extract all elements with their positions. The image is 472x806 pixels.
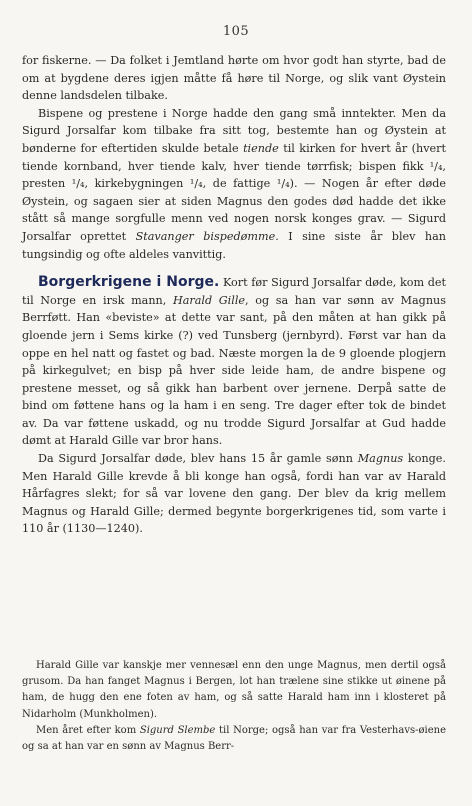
emphasis-magnus: Magnus [357,452,404,466]
paragraph-borgerkrigene [22,274,446,450]
main-text [22,52,446,538]
paragraph-text: Harald Gille var kanskje mer vennesæl enn den unge Magnus, men dertil også grusom. Da han fanget Magnus i Bergen, lot han trælene sine stikke ut øinene på ham, de hugg den ene foten av ham, og så satte Harald ham inn i klosteret på Nidarholm (Munkholmen). [22,660,446,720]
small-paragraph-slembe [22,723,446,755]
emphasis-sigurd-slembe: Sigurd Slembe [139,724,216,736]
paragraph-magnus [22,450,446,538]
paragraph-text: Kort før Sigurd Jorsalfar døde, kom det til Norge en irsk mann, [22,276,446,307]
page-number: 105 [222,24,250,39]
paragraph-text: I sine siste år blev han tungsindig og ofte aldeles vanvittig. [22,229,446,261]
paragraph-jemtland [22,52,446,105]
paragraph-text: , og sa han var sønn av Magnus Berrføtt. Han «beviste» at dette var sant, på den måten at han gikk på gloende jern i Sems kirke (?) ved Tunsberg (jernbyrd). Først var han da oppe en hel natt og fastet og bad. Næste morgen la de 9 gloende plogjern på kirkegulvet; en bisp på hver side leide ham, de andre bispene og prestene messet, og så gikk han barbent over jernene. Derpå satte de bind om føttene hans og la ham i en seng. Tre dager efter tok de bindet av. Da var føttene uskadd, og nu trodde Sigurd Jorsalfar at Gud hadde dømt at Harald Gille var bror hans. [22,293,446,448]
emphasis-stavanger: Stavanger bispedømme. [135,229,279,243]
emphasis-tiende: tiende [243,141,279,155]
paragraph-text: konge. Men Harald Gille krevde å bli konge han også, fordi han var av Harald Hårfagres slekt; for så var lovene den gang. Der blev da krig mellem Magnus og Harald Gille; dermed begynte borgerkrigenes tid, som varte i 110 år (1130—1240). [22,452,446,536]
paragraph-text: for fiskerne. — Da folket i Jemtland hørte om hvor godt han styrte, bad de om at bygdene deres igjen måtte få høre til Norge, og slik vant Øystein denne landsdelen tilbake. [22,54,446,103]
paragraph-tiende [22,105,446,263]
paragraph-text: Bispene og prestene i Norge hadde den gang små inntekter. Men da Sigurd Jorsalfar kom tilbake fra sitt tog, bestemte han og Øystein at bønderne for eftertiden skulde betale [22,106,446,155]
section-heading: Borgerkrigene i Norge. [38,274,220,291]
small-print-text [22,658,446,755]
emphasis-harald-gille: Harald Gille [172,293,246,307]
small-paragraph-harald [22,658,446,723]
paragraph-text: til Norge; også han var fra Vesterhavs-øiene og sa at han var en sønn av Magnus Berr- [22,724,446,753]
paragraph-text: Men året efter kom [36,724,140,736]
paragraph-text: Da Sigurd Jorsalfar døde, blev hans 15 år gamle sønn [38,452,358,466]
paragraph-text: til kirken for hvert år (hvert tiende kornband, hver tiende kalv, hver tiende tørrfisk; bispen fikk ¹/₄, presten ¹/₄, kirkebygningen ¹/₄, de fattige ¹/₄). — Nogen år efter døde Øystein, og sagaen sier at siden Magnus den godes død hadde det ikke stått så mange sorgfulle menn ved nogen norsk konges grav. — Sigurd Jorsalfar oprettet [22,141,446,243]
